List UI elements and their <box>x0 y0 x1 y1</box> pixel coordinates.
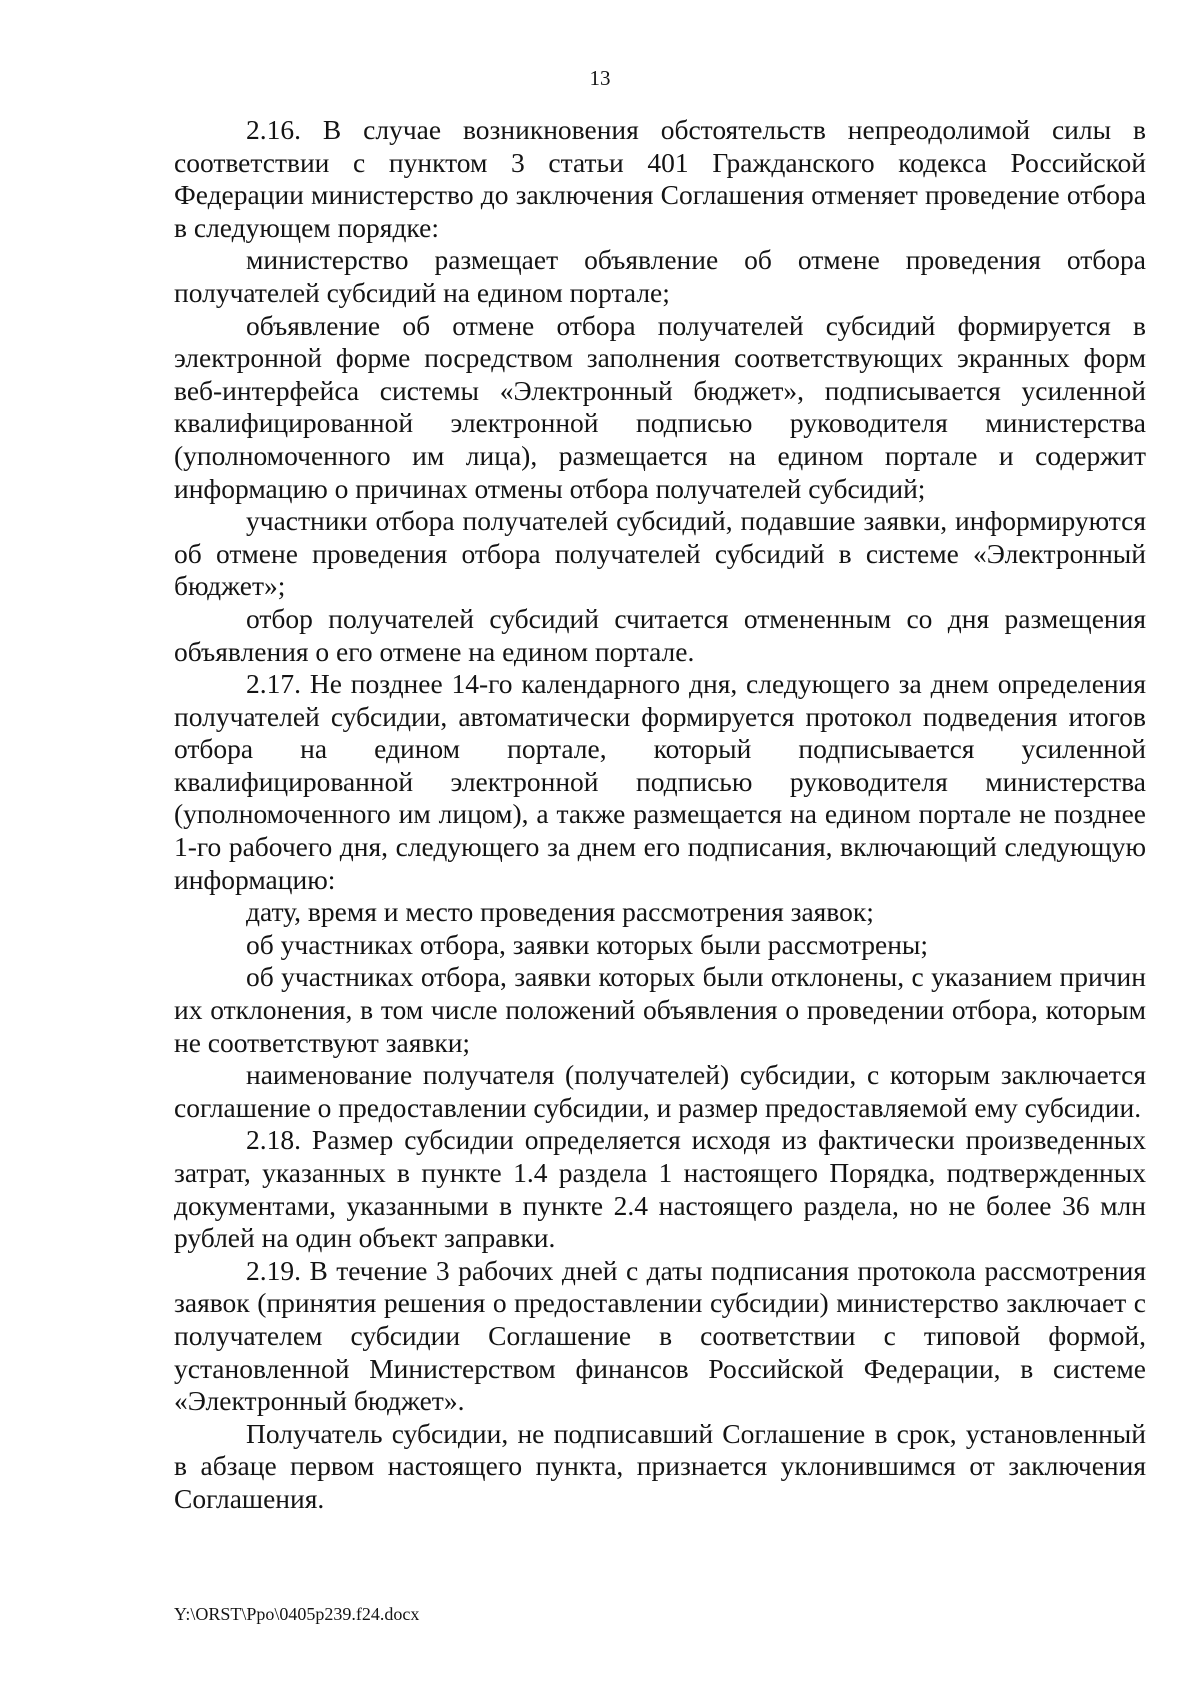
paragraph-item: об участниках отбора, заявки которых были рассмотрены; <box>246 928 929 960</box>
paragraph-item: наименование получателя (получателей) субсидии, с которым заключается соглашение о предоставлении субсидии, и размер предоставляемой ему субсидии. <box>174 1059 1146 1123</box>
paragraph-item: об участниках отбора, заявки которых были отклонены, с указанием причин их отклонения, в том числе положений объявления о проведении отбора, которым не соответствуют заявки; <box>174 961 1146 1058</box>
paragraph-2-17: 2.17. Не позднее 14-го календарного дня, следующего за днем определения получателей субсидии, автоматически формируется протокол подведения итогов отбора на едином портале, который подписывается усиленной квалифицированной электронной подписью руководителя министерства (уполномоченного им лицом), а также размещается на едином портале не позднее 1-го рабочего дня, следующего за днем его подписания, включающий следующую информацию: <box>174 668 1146 895</box>
paragraph-2-18: 2.18. Размер субсидии определяется исходя из фактически произведенных затрат, указанных в пункте 1.4 раздела 1 настоящего Порядка, подтвержденных документами, указанными в пункте 2.4 настоящего раздела, но не более 36 млн рублей на один объект заправки. <box>174 1124 1146 1254</box>
footer-file-path: Y:\ORST\Ppo\0405p239.f24.docx <box>174 1604 420 1624</box>
page-number: 13 <box>589 66 611 90</box>
paragraph-item: отбор получателей субсидий считается отмененным со дня размещения объявления о его отмене на едином портале. <box>174 602 1146 667</box>
paragraph-item: объявление об отмене отбора получателей субсидий формируется в электронной форме посредством заполнения соответствующих экранных форм веб-интерфейса системы «Электронный бюджет», подписывается усиленной квалифицированной электронной подписью руководителя министерства (уполномоченного им лица), размещается на едином портале и содержит информацию о причинах отмены отбора получателей субсидий; <box>174 309 1146 504</box>
paragraph-item: дату, время и место проведения рассмотрения заявок; <box>246 896 874 928</box>
paragraph-item: министерство размещает объявление об отмене проведения отбора получателей субсидий на едином портале; <box>174 244 1146 308</box>
document-body <box>174 114 1146 1516</box>
paragraph-item: участники отбора получателей субсидий, подавшие заявки, информируются об отмене проведения отбора получателей субсидий в системе «Электронный бюджет»; <box>174 505 1146 602</box>
paragraph-item: Получатель субсидии, не подписавший Соглашение в срок, установленный в абзаце первом настоящего пункта, признается уклонившимся от заключения Соглашения. <box>174 1417 1146 1514</box>
paragraph-2-19: 2.19. В течение 3 рабочих дней с даты подписания протокола рассмотрения заявок (принятия решения о предоставлении субсидии) министерство заключает с получателем субсидии Соглашение в соответствии с типовой формой, установленной Министерством финансов Российской Федерации, в системе «Электронный бюджет». <box>174 1254 1146 1417</box>
paragraph-2-16: 2.16. В случае возникновения обстоятельств непреодолимой силы в соответствии с пунктом 3 статьи 401 Гражданского кодекса Российской Федерации министерство до заключения Соглашения отменяет проведение отбора в следующем порядке: <box>174 114 1146 243</box>
